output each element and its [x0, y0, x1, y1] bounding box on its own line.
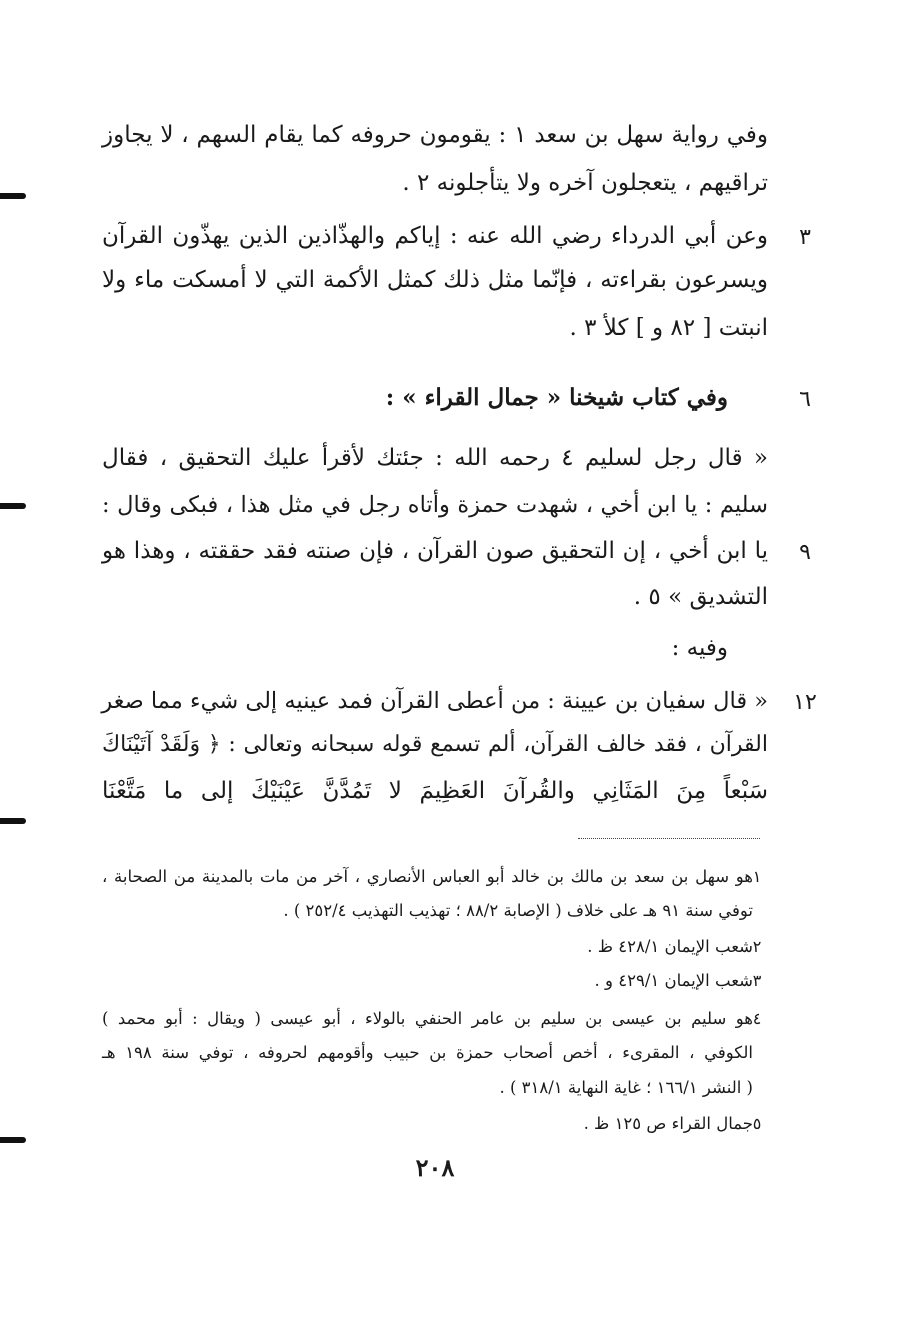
- footnote-line: ( النشر ١٦٦/١ ؛ غاية النهاية ٣١٨/١ ) .: [499, 1078, 753, 1097]
- footnote-line: جمال القراء ص ١٢٥ ظ .: [583, 1114, 753, 1133]
- line-number: ٣: [799, 225, 811, 250]
- body-line: سَبْعاً مِنَ المَثَانِي والقُرآنَ العَظِيمَ لا تَمُدَّنَّ عَيْنَيْكَ إلى ما مَتَّعْنَا: [102, 778, 768, 804]
- footnote-line: هو سليم بن عيسى بن سليم بن عامر الحنفي بالولاء ، أبو عيسى ( ويقال : أبو محمد ): [102, 1009, 753, 1028]
- body-line: يا ابن أخي ، إن التحقيق صون القرآن ، فإن صنته فقد حققته ، وهذا هو: [102, 538, 768, 564]
- body-line: « قال سفيان بن عيينة : من أعطى القرآن فمد عينيه إلى شيء مما صغر: [101, 688, 768, 714]
- margin-mark: [0, 1137, 26, 1143]
- body-line: وفي رواية سهل بن سعد ١ : يقومون حروفه كما يقام السهم ، لا يجاوز: [102, 122, 768, 148]
- line-number: ٩: [799, 540, 811, 565]
- body-line: التشديق » ٥ .: [633, 584, 768, 610]
- body-line: القرآن ، فقد خالف القرآن، ألم تسمع قوله سبحانه وتعالى : ﴿ وَلَقَدْ آتَيْنَاكَ: [102, 732, 768, 757]
- body-line: انبتت [ ٨٢ و ] كلأ ٣ .: [569, 315, 768, 341]
- margin-mark: [0, 503, 26, 509]
- footnote-line: شعب الإيمان ٤٢٨/١ ظ .: [587, 937, 753, 956]
- body-line: وفيه :: [671, 635, 728, 661]
- footnote-number: ٣: [752, 971, 762, 990]
- footnote-line: هو سهل بن سعد بن مالك بن خالد أبو العباس الأنصاري ، آخر من مات بالمدينة من الصحابة ،: [102, 867, 753, 886]
- footnote-separator: [578, 838, 760, 839]
- body-line: تراقيهم ، يتعجلون آخره ولا يتأجلونه ٢ .: [402, 170, 768, 196]
- footnote-number: ١: [752, 867, 762, 886]
- line-number: ١٢: [793, 690, 817, 715]
- page-number: ٢٠٨: [415, 1153, 455, 1182]
- margin-mark: [0, 818, 26, 824]
- footnote-number: ٥: [752, 1114, 762, 1133]
- body-line: ويسرعون بقراءته ، فإنّما مثل ذلك كمثل الأكمة التي لا أمسكت ماء ولا: [102, 267, 768, 293]
- margin-mark: [0, 193, 26, 199]
- body-line: « قال رجل لسليم ٤ رحمه الله : جئتك لأقرأ عليك التحقيق ، فقال: [102, 445, 768, 471]
- footnote-number: ٤: [752, 1009, 762, 1028]
- body-line: وعن أبي الدرداء رضي الله عنه : إياكم والهذّاذين الذين يهذّون القرآن: [102, 223, 768, 249]
- line-number: ٦: [799, 387, 811, 412]
- footnote-line: توفي سنة ٩١ هـ على خلاف ( الإصابة ٨٨/٢ ؛ تهذيب التهذيب ٢٥٢/٤ ) .: [283, 901, 753, 920]
- footnote-line: الكوفي ، المقرىء ، أخص أصحاب حمزة بن حبيب وأقومهم لحروفه ، توفي سنة ١٩٨ هـ: [102, 1043, 754, 1062]
- footnote-number: ٢: [752, 937, 762, 956]
- body-line: سليم : يا ابن أخي ، شهدت حمزة وأتاه رجل في مثل هذا ، فبكى وقال :: [102, 492, 768, 518]
- footnote-line: شعب الإيمان ٤٢٩/١ و .: [594, 971, 753, 990]
- section-heading: وفي كتاب شيخنا « جمال القراء » :: [385, 384, 728, 411]
